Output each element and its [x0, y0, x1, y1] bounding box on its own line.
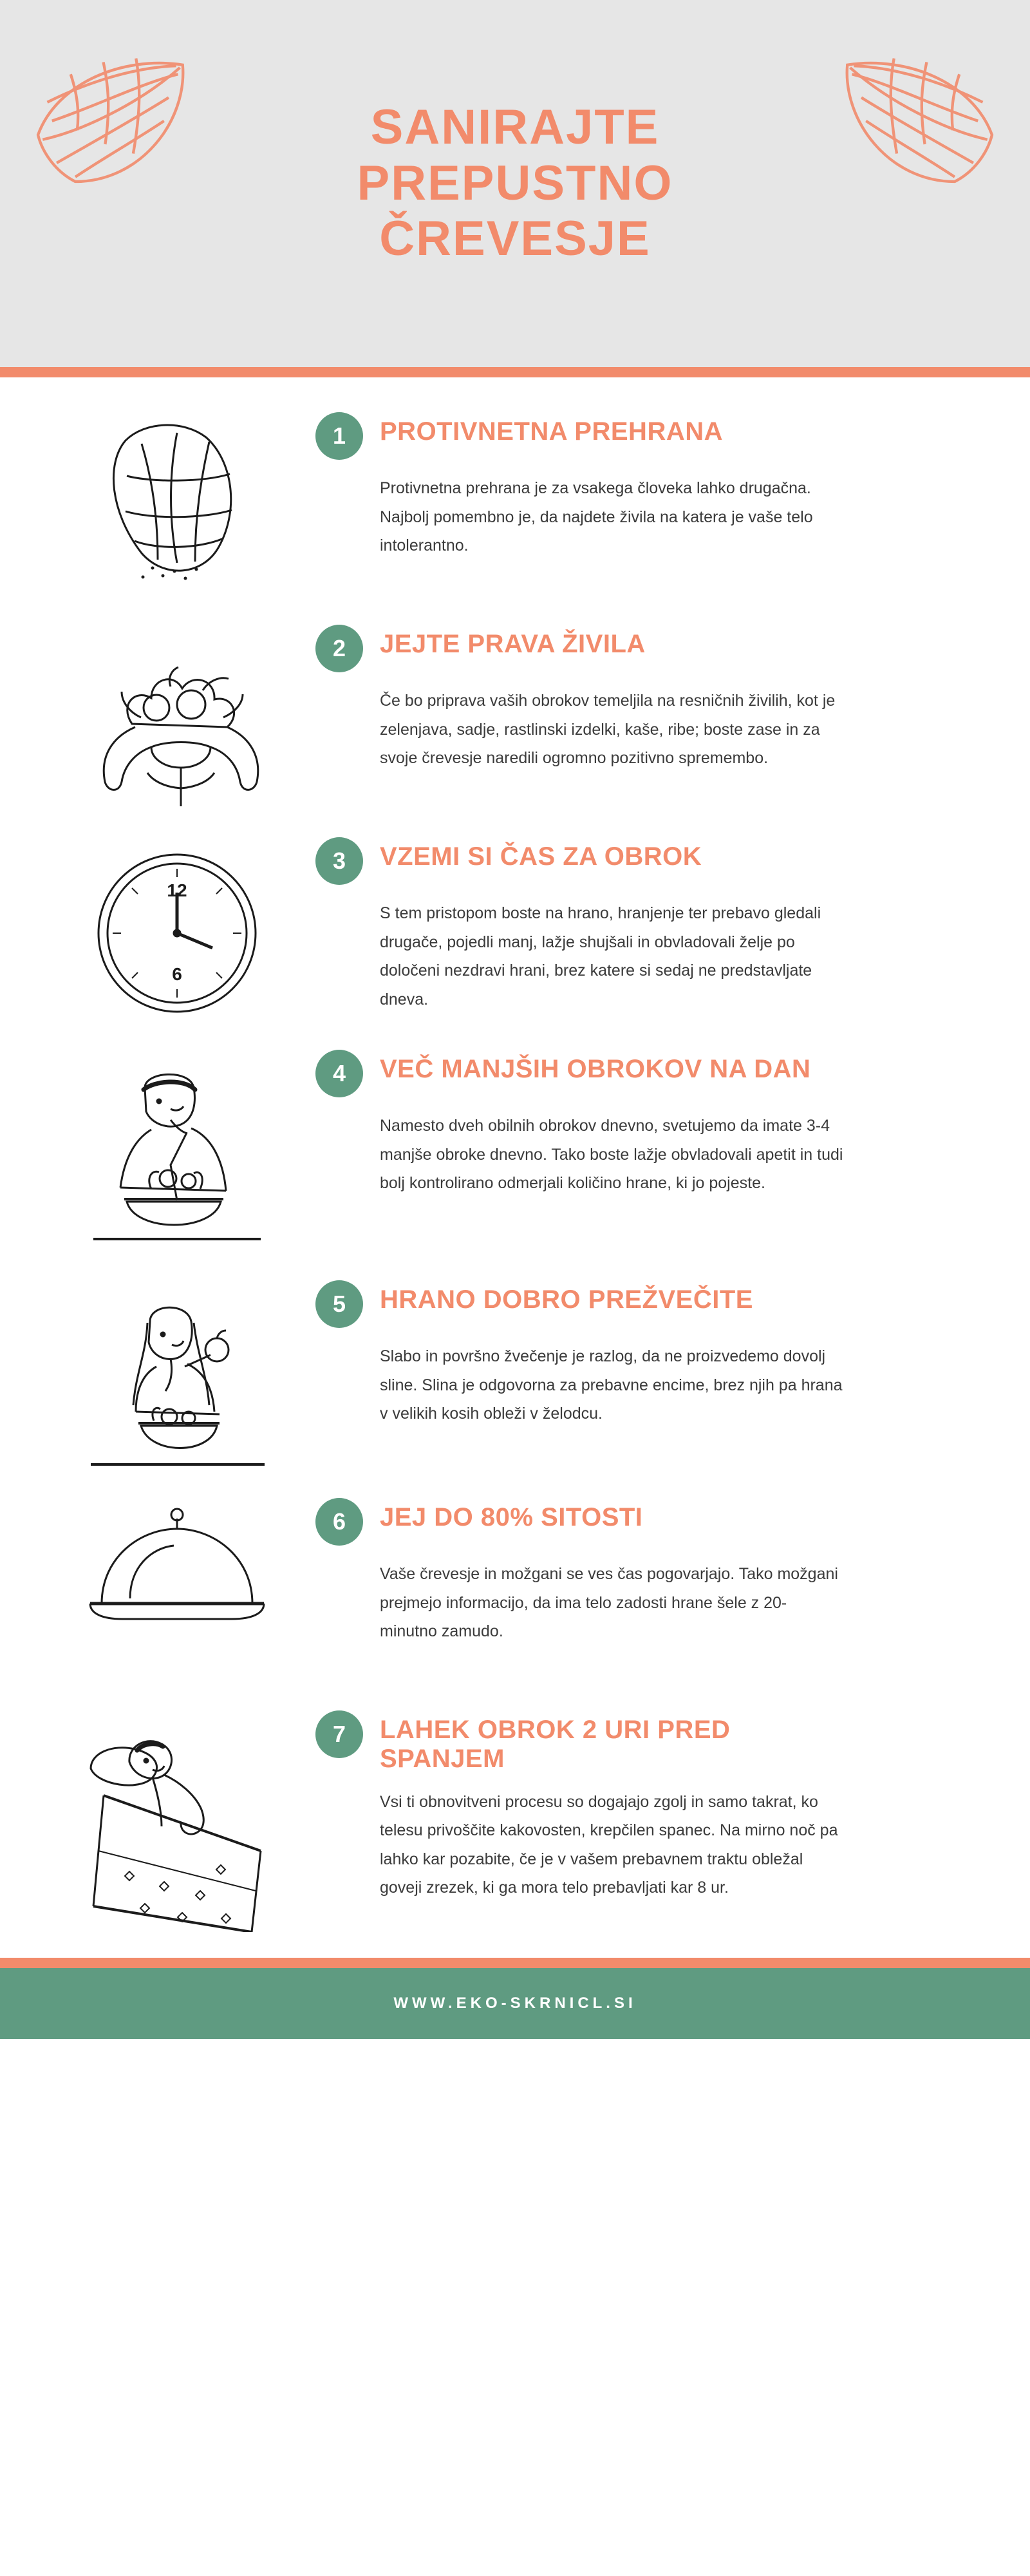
step-header [315, 1710, 985, 1774]
step-illustration [39, 1041, 315, 1271]
step-illustration [39, 1489, 315, 1642]
step-title: JEJ DO 80% SITOSTI [380, 1503, 643, 1531]
hands-holding-produce-icon [74, 627, 280, 814]
steps-list [0, 377, 1030, 1932]
step-item [0, 616, 1030, 828]
step-text: Protivnetna prehrana je za vsakega človeka lahko drugačna. Najbolj pomembno je, da najdete živila na katera je vaše telo intolerantno. [380, 479, 813, 554]
step-number-badge: 6 [315, 1498, 363, 1546]
header-accent-bar [0, 367, 1030, 377]
step-item [0, 403, 1030, 616]
step-illustration [39, 616, 315, 814]
step-title: VZEMI SI ČAS ZA OBROK [380, 842, 702, 871]
step-body [315, 828, 985, 1014]
food-cloche-icon [71, 1501, 283, 1642]
step-number-badge: 4 [315, 1050, 363, 1097]
footer-accent-bar [0, 1958, 1030, 1968]
step-number-badge: 3 [315, 837, 363, 885]
step-body [315, 403, 985, 560]
wall-clock-icon [80, 840, 274, 1027]
svg-text:6: 6 [172, 964, 182, 984]
step-number-badge: 1 [315, 412, 363, 460]
step-item [0, 1701, 1030, 1932]
step-body [315, 1489, 985, 1646]
step-header [315, 625, 985, 672]
step-item [0, 828, 1030, 1041]
step-body [315, 1041, 985, 1198]
step-header [315, 837, 985, 885]
step-title: JEJTE PRAVA ŽIVILA [380, 630, 646, 658]
step-illustration [39, 828, 315, 1027]
step-header [315, 1050, 985, 1097]
step-header [315, 1498, 985, 1546]
step-number-badge: 7 [315, 1710, 363, 1758]
step-body [315, 1701, 985, 1902]
step-title: HRANO DOBRO PREŽVEČITE [380, 1285, 753, 1314]
step-text: Vsi ti obnovitveni procesu so dogajajo zgolj in samo takrat, ko telesu privoščite kakovosten, krepčilen spanec. Na mirno noč pa lahko kar pozabite, če je v vašem prebavnem traktu obležal goveji zrezek, ki ga mora telo prebavljati kar 8 ur. [380, 1792, 838, 1897]
footer [0, 1968, 1030, 2039]
step-text: Namesto dveh obilnih obrokov dnevno, svetujemo da imate 3-4 manjše obroke dnevno. Tako boste lažje obvladovali apetit in tudi bolj kontrolirano odmerjali količino hrane, ki jo pojeste. [380, 1117, 843, 1192]
website-url[interactable]: WWW.EKO-SKRNICL.SI [393, 1994, 637, 2012]
step-text: Slabo in površno žvečenje je razlog, da ne proizvedemo dovolj sline. Slina je odgovorna za prebavne encime, brez njih pa hrana v velikih kosih obleži v želodcu. [380, 1347, 843, 1423]
step-illustration [39, 1271, 315, 1489]
step-number-badge: 5 [315, 1280, 363, 1328]
step-text: S tem pristopom boste na hrano, hranjenje ter prebavo gledali drugače, pojedli manj, lažje shujšali in obvladovali želje po določeni nezdravi hrani, brez katere si sedaj ne predstavljate dneva. [380, 904, 821, 1009]
title-line-1: SANIRAJTE [370, 100, 660, 155]
man-eating-salad-icon [74, 1052, 280, 1271]
step-text: Če bo priprava vaših obrokov temeljila na resničnih živilih, kot je zelenjava, sadje, rastlinski izdelki, kaše, ribe; boste zase in za svoje črevesje naredili ogromno pozitivno spremembo. [380, 692, 836, 767]
person-sleeping-in-bed-icon [68, 1713, 286, 1932]
page-title [177, 100, 854, 267]
step-header [315, 412, 985, 460]
step-item [0, 1489, 1030, 1701]
title-line-3: ČREVESJE [379, 211, 651, 267]
step-header [315, 1280, 985, 1328]
step-body [315, 616, 985, 773]
lettuce-head-icon [80, 415, 274, 589]
step-item [0, 1271, 1030, 1489]
step-body [315, 1271, 985, 1428]
step-number-badge: 2 [315, 625, 363, 672]
step-title: VEČ MANJŠIH OBROKOV NA DAN [380, 1055, 811, 1083]
step-title: PROTIVNETNA PREHRANA [380, 417, 723, 446]
step-text: Vaše črevesje in možgani se ves čas pogovarjajo. Tako možgani prejmejo informacijo, da ima telo zadosti hrane šele z 20-minutno zamudo. [380, 1565, 838, 1640]
svg-text:12: 12 [167, 880, 187, 900]
woman-eating-apple-icon [74, 1283, 280, 1489]
step-title: LAHEK OBROK 2 URI PRED SPANJEM [380, 1716, 731, 1773]
step-illustration [39, 1701, 315, 1932]
step-item [0, 1041, 1030, 1271]
step-illustration [39, 403, 315, 589]
header [0, 0, 1030, 367]
title-line-2: PREPUSTNO [357, 155, 673, 211]
